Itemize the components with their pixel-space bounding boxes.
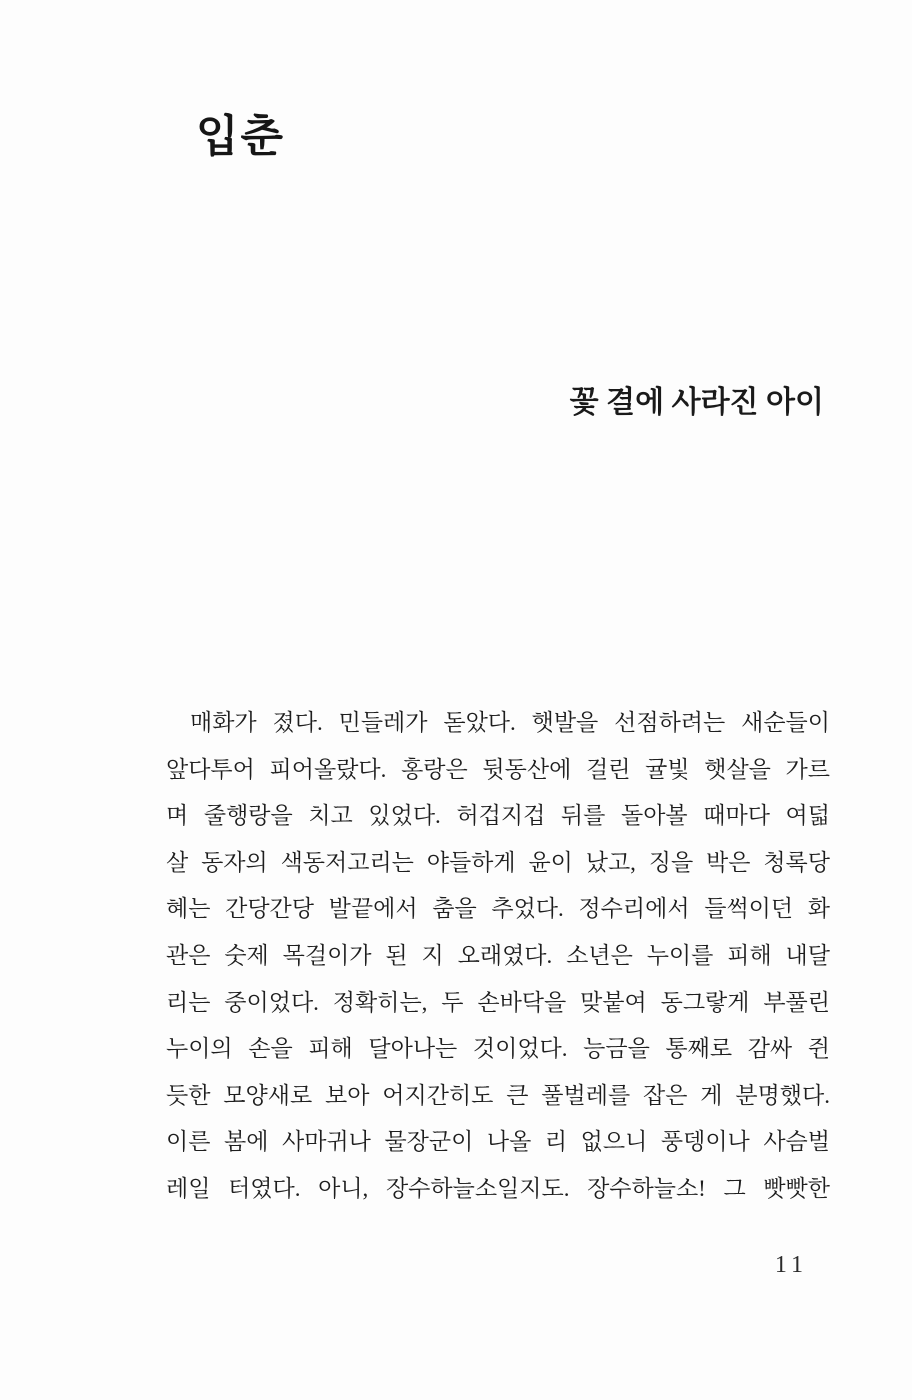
body-line: 살 동자의 색동저고리는 야들하게 윤이 났고, 징을 박은 청록당 bbox=[166, 849, 830, 875]
body-line: 이른 봄에 사마귀나 물장군이 나올 리 없으니 풍뎅이나 사슴벌 bbox=[166, 1129, 830, 1155]
body-line: 관은 숫제 목걸이가 된 지 오래였다. 소년은 누이를 피해 내달 bbox=[166, 942, 830, 968]
chapter-title: 입춘 bbox=[196, 112, 286, 161]
body-line: 리는 중이었다. 정확히는, 두 손바닥을 맞붙여 동그랗게 부풀린 bbox=[166, 989, 830, 1015]
body-line: 매화가 졌다. 민들레가 돋았다. 햇발을 선점하려는 새순들이 bbox=[190, 710, 830, 735]
body-line: 앞다투어 피어올랐다. 홍랑은 뒷동산에 걸린 귤빛 햇살을 가르 bbox=[166, 756, 830, 782]
body-line: 며 줄행랑을 치고 있었다. 허겁지겁 뒤를 돌아볼 때마다 여덟 bbox=[166, 803, 830, 829]
body-line: 듯한 모양새로 보아 어지간히도 큰 풀벌레를 잡은 게 분명했다. bbox=[166, 1082, 830, 1108]
body-line: 레일 터였다. 아니, 장수하늘소일지도. 장수하늘소! 그 빳빳한 bbox=[166, 1175, 830, 1201]
section-title: 꽃 결에 사라진 아이 bbox=[569, 386, 824, 419]
body-paragraph bbox=[166, 700, 830, 1213]
page-number: 11 bbox=[774, 1252, 808, 1278]
body-line: 누이의 손을 피해 달아나는 것이었다. 능금을 통째로 감싸 쥔 bbox=[166, 1036, 830, 1062]
body-line: 혜는 간당간당 발끝에서 춤을 추었다. 정수리에서 들썩이던 화 bbox=[166, 896, 830, 922]
